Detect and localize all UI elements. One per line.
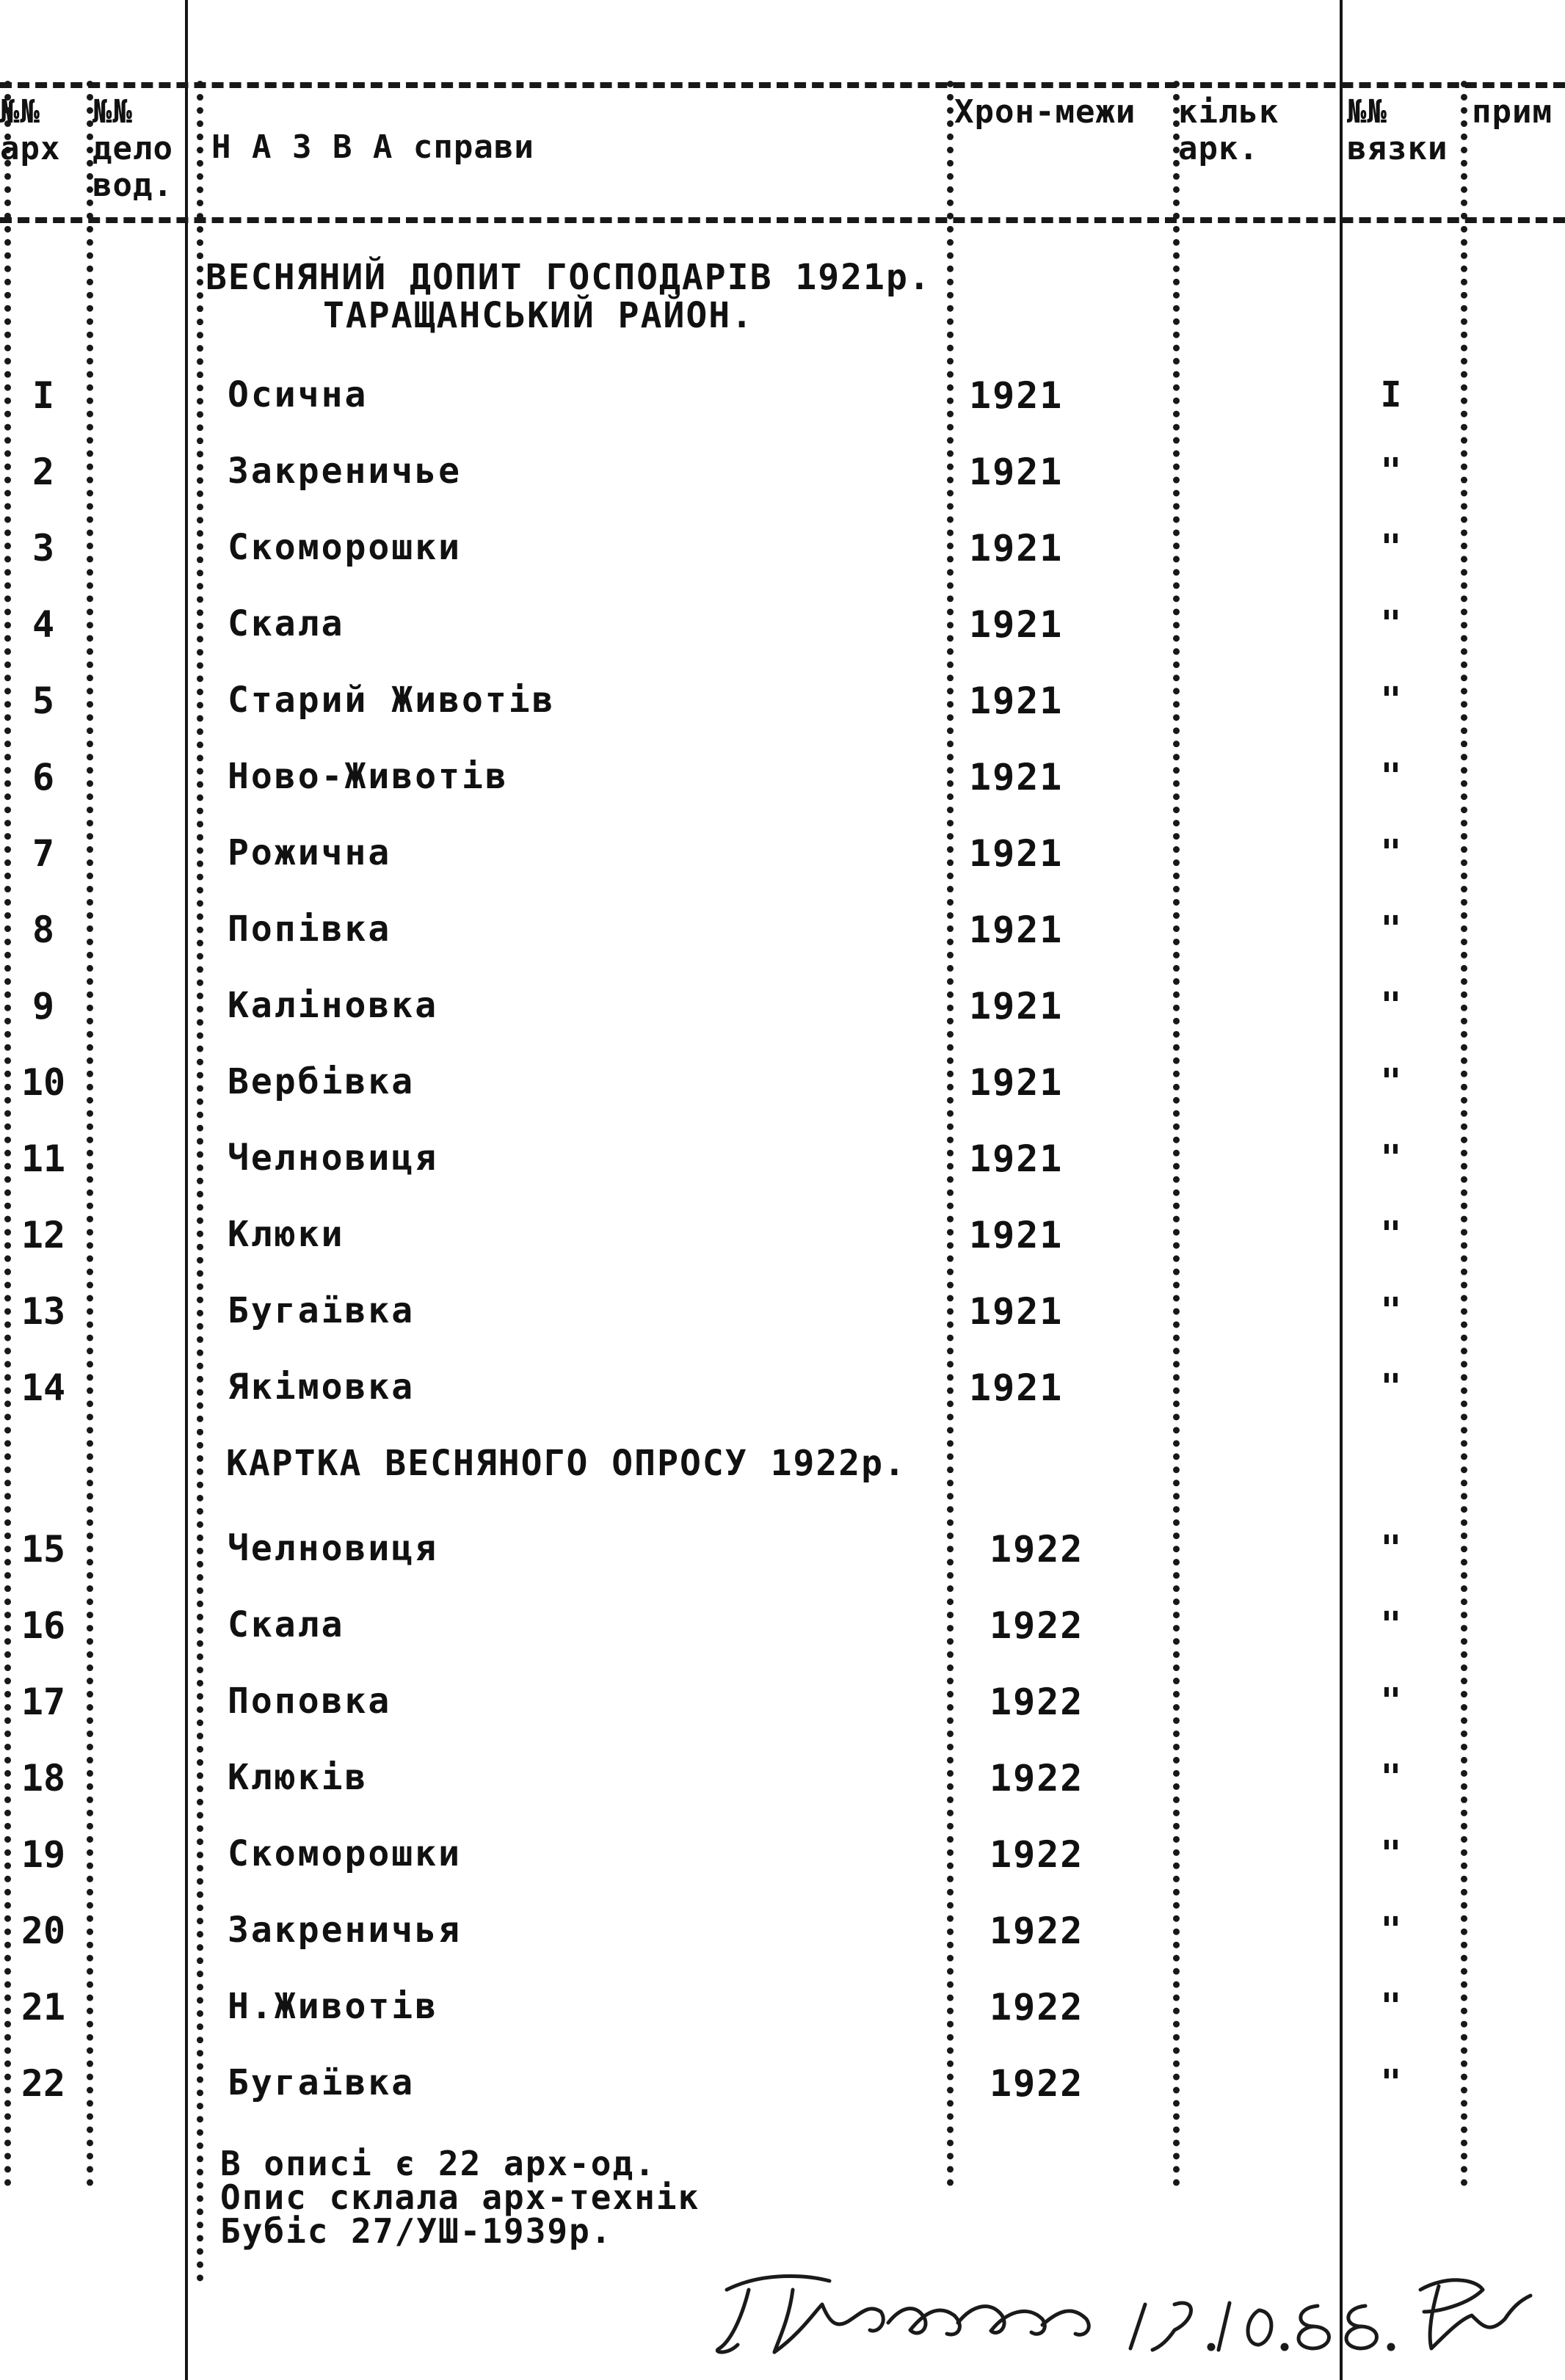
- col-title-header: Н А З В А справи: [211, 128, 534, 166]
- row-case-title: Бугаївка: [228, 2062, 415, 2103]
- row-case-title: Вербівка: [228, 1061, 415, 1102]
- col-bundle-header: №№ вязки: [1347, 93, 1448, 167]
- row-bundle: ": [1380, 756, 1402, 797]
- row-bundle: ": [1380, 1681, 1402, 1722]
- row-arch-number: 14: [21, 1367, 66, 1409]
- inventory-row: [0, 1970, 1565, 2046]
- row-bundle: I: [1380, 374, 1402, 415]
- inventory-row: [0, 1121, 1565, 1198]
- row-case-title: Скоморошки: [228, 1833, 462, 1874]
- inventory-row: [0, 1741, 1565, 1817]
- row-year: 1921: [969, 374, 1064, 417]
- row-arch-number: 7: [32, 832, 55, 875]
- row-year: 1921: [969, 1290, 1064, 1333]
- row-arch-number: 6: [32, 756, 55, 798]
- row-bundle: ": [1380, 1214, 1402, 1255]
- row-year: 1922: [990, 1986, 1084, 2028]
- row-case-title: Челновиця: [228, 1138, 439, 1179]
- row-case-title: Клюків: [228, 1757, 368, 1798]
- row-bundle: ": [1380, 1138, 1402, 1179]
- row-bundle: ": [1380, 909, 1402, 950]
- row-case-title: Н.Животів: [228, 1986, 439, 2027]
- row-year: 1921: [969, 1214, 1064, 1256]
- inventory-row: [0, 1512, 1565, 1588]
- row-bundle: ": [1380, 1986, 1402, 2027]
- row-bundle: ": [1380, 451, 1402, 492]
- inventory-row: [0, 816, 1565, 892]
- row-arch-number: 20: [21, 1910, 66, 1952]
- section-1-subheading: ТАРАЩАНСЬКИЙ РАЙОН.: [323, 295, 755, 336]
- footer-compiler: Опис склала арх-технік: [220, 2177, 700, 2217]
- row-bundle: ": [1380, 1528, 1402, 1569]
- row-year: 1921: [969, 680, 1064, 722]
- row-year: 1921: [969, 1138, 1064, 1180]
- handwritten-verification-signature: [705, 2260, 1534, 2370]
- row-bundle: ": [1380, 1757, 1402, 1798]
- row-bundle: ": [1380, 985, 1402, 1026]
- row-arch-number: 11: [21, 1138, 66, 1180]
- row-case-title: Рожична: [228, 832, 392, 873]
- row-bundle: ": [1380, 603, 1402, 644]
- col-dates-header: Хрон-межи: [954, 93, 1136, 131]
- row-case-title: Ново-Животів: [228, 756, 509, 797]
- inventory-row: [0, 1350, 1565, 1427]
- row-arch-number: I: [32, 374, 55, 417]
- col-clerk-no-header: №№ дело вод.: [92, 93, 173, 204]
- row-case-title: Попівка: [228, 909, 392, 950]
- row-case-title: Старий Животів: [228, 680, 556, 721]
- inventory-row: [0, 1588, 1565, 1664]
- inventory-row: [0, 1893, 1565, 1970]
- row-arch-number: 15: [21, 1528, 66, 1571]
- row-bundle: ": [1380, 1604, 1402, 1645]
- inventory-row: [0, 587, 1565, 663]
- row-bundle: ": [1380, 832, 1402, 873]
- row-year: 1922: [990, 1681, 1084, 1723]
- row-year: 1922: [990, 1757, 1084, 1799]
- row-case-title: Челновиця: [228, 1528, 439, 1569]
- row-arch-number: 8: [32, 909, 55, 951]
- row-case-title: Скала: [228, 1604, 345, 1645]
- row-bundle: ": [1380, 1061, 1402, 1102]
- row-bundle: ": [1380, 1910, 1402, 1951]
- row-year: 1921: [969, 527, 1064, 569]
- row-year: 1921: [969, 603, 1064, 646]
- row-bundle: ": [1380, 1833, 1402, 1874]
- inventory-footer: [220, 2144, 700, 2251]
- row-case-title: Якімовка: [228, 1367, 415, 1408]
- section-2-heading: КАРТКА ВЕСНЯНОГО ОПРОСУ 1922р.: [226, 1443, 907, 1484]
- row-arch-number: 17: [21, 1681, 66, 1723]
- row-bundle: ": [1380, 1290, 1402, 1331]
- inventory-row: [0, 2046, 1565, 2122]
- row-arch-number: 18: [21, 1757, 66, 1799]
- footer-signed-date: Бубіс 27/УШ-1939р.: [220, 2211, 613, 2251]
- section-1-heading: ВЕСНЯНИЙ ДОПИТ ГОСПОДАРІВ 1921р.: [206, 257, 932, 298]
- col-arch-no-header: №№ арх: [0, 93, 61, 167]
- inventory-row: [0, 892, 1565, 969]
- row-year: 1921: [969, 1061, 1064, 1104]
- inventory-row: [0, 1817, 1565, 1893]
- row-arch-number: 10: [21, 1061, 66, 1104]
- row-year: 1921: [969, 832, 1064, 875]
- row-year: 1921: [969, 756, 1064, 798]
- inventory-row: [0, 511, 1565, 587]
- row-year: 1921: [969, 451, 1064, 493]
- inventory-row: [0, 969, 1565, 1045]
- inventory-row: [0, 1664, 1565, 1741]
- row-year: 1922: [990, 1910, 1084, 1952]
- row-arch-number: 22: [21, 2062, 66, 2105]
- row-arch-number: 4: [32, 603, 55, 646]
- row-arch-number: 13: [21, 1290, 66, 1333]
- row-case-title: Поповка: [228, 1681, 392, 1722]
- col-sheets-header: кільк арк.: [1178, 93, 1279, 167]
- row-case-title: Бугаївка: [228, 1290, 415, 1331]
- row-case-title: Клюки: [228, 1214, 345, 1255]
- row-case-title: Закреничье: [228, 451, 462, 492]
- col-notes-header: прим: [1472, 93, 1553, 131]
- row-bundle: ": [1380, 527, 1402, 568]
- row-year: 1922: [990, 2062, 1084, 2105]
- row-case-title: Закреничья: [228, 1910, 462, 1951]
- row-arch-number: 19: [21, 1833, 66, 1876]
- inventory-row: [0, 1198, 1565, 1274]
- row-year: 1921: [969, 909, 1064, 951]
- header-rule-bottom: [0, 217, 1565, 223]
- row-year: 1922: [990, 1833, 1084, 1876]
- inventory-row: [0, 740, 1565, 816]
- row-arch-number: 9: [32, 985, 55, 1027]
- row-arch-number: 12: [21, 1214, 66, 1256]
- row-year: 1921: [969, 1367, 1064, 1409]
- inventory-row: [0, 434, 1565, 511]
- row-case-title: Скала: [228, 603, 345, 644]
- row-year: 1922: [990, 1528, 1084, 1571]
- footer-count: В описі є 22 арх-од.: [220, 2144, 656, 2183]
- row-year: 1921: [969, 985, 1064, 1027]
- row-arch-number: 16: [21, 1604, 66, 1647]
- row-bundle: ": [1380, 2062, 1402, 2103]
- row-bundle: ": [1380, 1367, 1402, 1408]
- row-arch-number: 3: [32, 527, 55, 569]
- row-arch-number: 5: [32, 680, 55, 722]
- inventory-row: [0, 1274, 1565, 1350]
- row-year: 1922: [990, 1604, 1084, 1647]
- row-case-title: Скоморошки: [228, 527, 462, 568]
- row-bundle: ": [1380, 680, 1402, 721]
- inventory-row: [0, 1045, 1565, 1121]
- row-arch-number: 2: [32, 451, 55, 493]
- row-case-title: Осична: [228, 374, 368, 415]
- inventory-row: [0, 358, 1565, 434]
- row-arch-number: 21: [21, 1986, 66, 2028]
- inventory-row: [0, 663, 1565, 740]
- header-rule-top: [0, 82, 1565, 88]
- row-case-title: Каліновка: [228, 985, 439, 1026]
